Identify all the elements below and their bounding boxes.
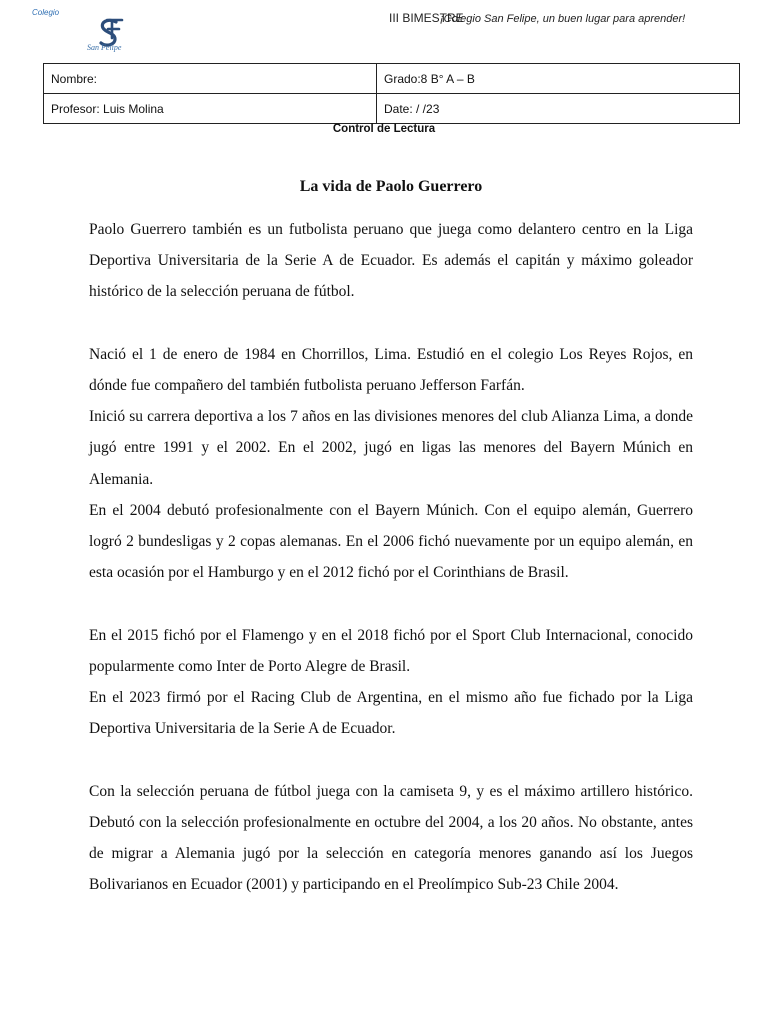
teacher-cell: Profesor: Luis Molina: [44, 94, 377, 124]
student-info-table: [43, 63, 740, 124]
paragraph: Paolo Guerrero también es un futbolista peruano que juega como delantero centro en la Liga Deportiva Universitaria de la Serie A de Ecuador. Es además el capitán y máximo goleador histórico de la selección peruana de fútbol.: [89, 221, 693, 301]
grade-cell: Grado:8 B° A – B: [377, 64, 740, 94]
paragraph: Con la selección peruana de fútbol juega con la camiseta 9, y es el máximo artillero histórico. Debutó con la selección profesionalmente en octubre del 2004, a los 20 años. No obstante, antes de migrar a Alemania jugó por la selección en categoría menores ganando así los Juegos Bolivarianos en Ecuador (2001) y participando en el Preolímpico Sub-23 Chile 2004.: [89, 782, 693, 894]
paragraph: Inició su carrera deportiva a los 7 años en las divisiones menores del club Alianza Lima, a donde jugó entre 1991 y el 2002. En el 2002, jugó en ligas las menores del Bayern Múnich en Alemania.: [89, 408, 693, 488]
school-motto: ¡Colegio San Felipe, un buen lugar para aprender!: [440, 13, 686, 25]
reading-body: [89, 214, 693, 900]
info-row: [44, 64, 740, 94]
date-cell[interactable]: Date: / /23: [377, 94, 740, 124]
paragraph: En el 2015 fichó por el Flamengo y en el 2018 fichó por el Sport Club Internacional, conocido popularmente como Inter de Porto Alegre de Brasil.: [89, 626, 693, 675]
bimester-label: III BIMESTRE: [389, 11, 464, 25]
school-tag: Colegio: [32, 8, 60, 17]
paragraph: Nació el 1 de enero de 1984 en Chorrillos, Lima. Estudió en el colegio Los Reyes Rojos, en dónde fue compañero del también futbolista peruano Jefferson Farfán.: [89, 345, 693, 394]
paragraph: En el 2023 firmó por el Racing Club de Argentina, en el mismo año fue fichado por la Liga Deportiva Universitaria de la Serie A de Ecuador.: [89, 689, 693, 738]
paragraph: En el 2004 debutó profesionalmente con el Bayern Múnich. Con el equipo alemán, Guerrero logró 2 bundesligas y 2 copas alemanas. En el 2006 fichó nuevamente por un equipo alemán, en esta ocasión por el Hamburgo y en el 2012 fichó por el Corinthians de Brasil.: [89, 501, 693, 582]
reading-title: La vida de Paolo Guerrero: [299, 178, 483, 195]
section-label: Control de Lectura: [332, 123, 436, 135]
name-cell[interactable]: Nombre:: [44, 64, 377, 94]
logo-caption: San Felipe: [87, 43, 122, 52]
info-row: [44, 94, 740, 124]
